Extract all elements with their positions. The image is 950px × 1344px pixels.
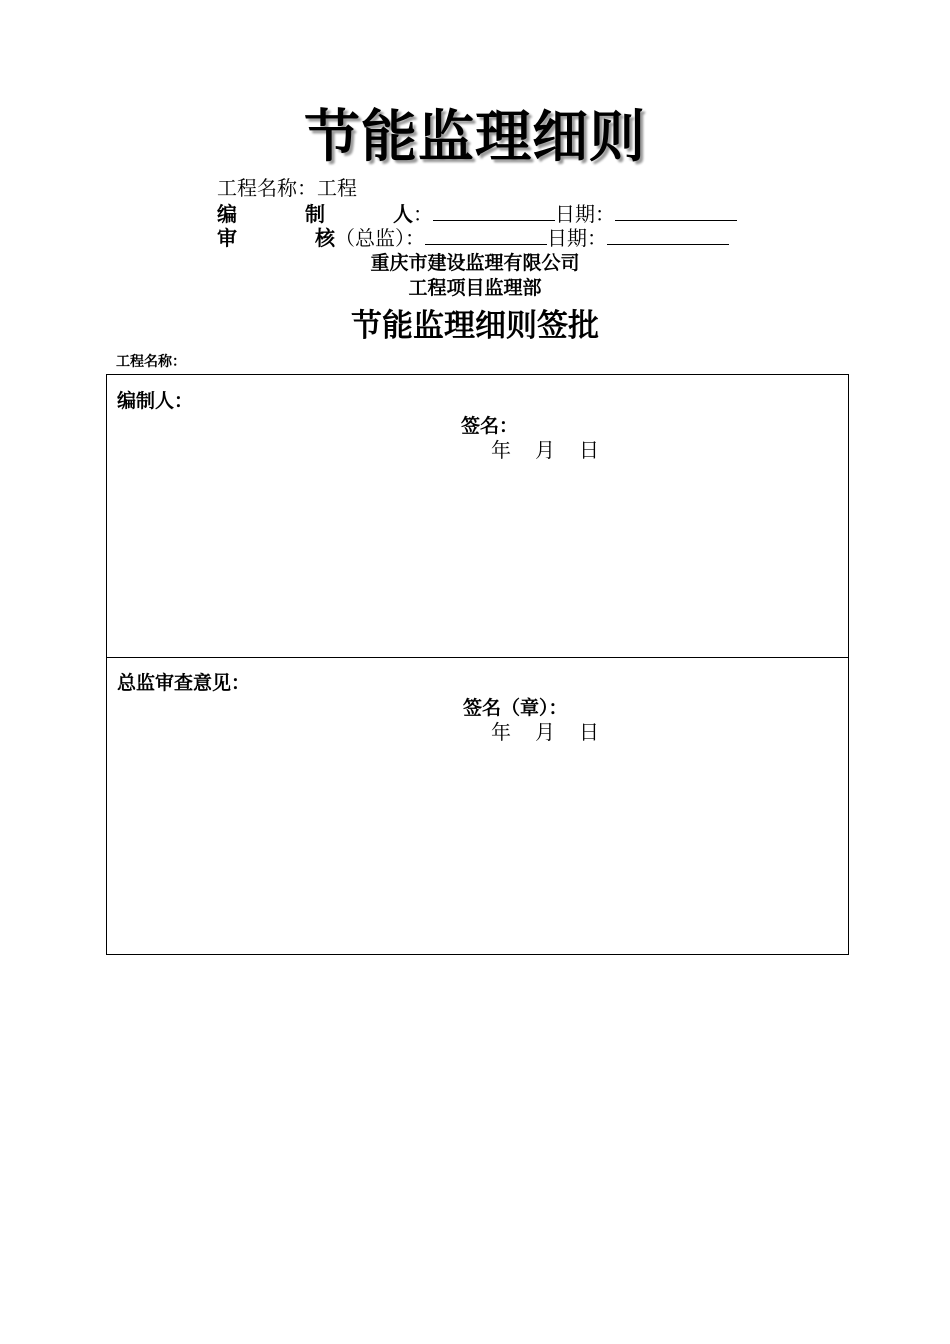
- department-name: 工程项目监理部: [408, 277, 542, 299]
- chief-day-label: 日: [579, 720, 599, 744]
- compiler-date-label: 日期：: [555, 202, 615, 226]
- compiler-char-1: 编: [217, 202, 237, 226]
- reviewer-note: （总监）：: [335, 226, 425, 250]
- compiler-date-field[interactable]: [615, 202, 737, 221]
- reviewer-char-2: 核: [315, 226, 335, 250]
- project-name-value: 工程: [317, 176, 357, 200]
- approval-table: [106, 374, 849, 955]
- compiler-day-label: 日: [579, 438, 599, 462]
- compiler-line: [217, 202, 737, 226]
- compiler-section[interactable]: [107, 375, 848, 658]
- compiler-section-label: 编制人：: [117, 390, 194, 412]
- chief-review-section[interactable]: [107, 658, 848, 954]
- compiler-date-row: [491, 438, 599, 462]
- reviewer-char-1: 审: [217, 226, 237, 250]
- document-title: 节能监理细则: [304, 105, 646, 170]
- chief-sign-label: 签名（章）：: [463, 697, 568, 719]
- compiler-char-2: 制: [305, 202, 325, 226]
- project-name-line: [217, 176, 357, 200]
- chief-review-label: 总监审查意见：: [117, 672, 251, 694]
- approval-title: 节能监理细则签批: [351, 308, 599, 344]
- reviewer-line: [217, 226, 729, 250]
- reviewer-field[interactable]: [425, 226, 547, 245]
- compiler-field[interactable]: [433, 202, 555, 221]
- compiler-char-3: 人: [393, 202, 413, 226]
- company-name: 重庆市建设监理有限公司: [370, 252, 580, 274]
- chief-date-row: [491, 720, 599, 744]
- compiler-month-label: 月: [535, 438, 555, 462]
- chief-year-label: 年: [491, 720, 511, 744]
- chief-month-label: 月: [535, 720, 555, 744]
- compiler-year-label: 年: [491, 438, 511, 462]
- approval-project-name-label: 工程名称：: [116, 354, 186, 370]
- compiler-sign-label: 签名：: [461, 415, 519, 437]
- project-name-label: 工程名称：: [217, 176, 317, 200]
- reviewer-date-field[interactable]: [607, 226, 729, 245]
- reviewer-date-label: 日期：: [547, 226, 607, 250]
- compiler-colon: ：: [413, 202, 433, 226]
